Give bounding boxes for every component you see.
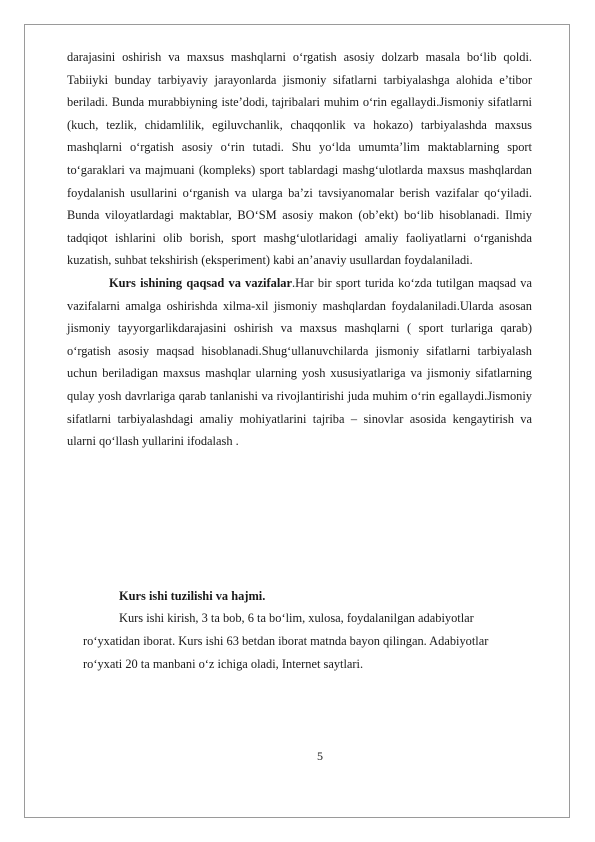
- paragraph-1: darajasini oshirish va maxsus mashqlarni o‘rgatish asosiy dolzarb masala bo‘lib qoldi. Tabiiyki bunday tarbiyaviy jarayonlarda jismoniy sifatlarni tarbiyalashga alohida e’tibor beriladi. Bunda murabbiyning iste’dodi, tajribalari muhim o‘rin egallaydi.Jismoniy sifatlarni (kuch, tezlik, chidamlilik, egiluvchanlik, chaqqonlik va hokazo) tarbiyalashda maxsus mashqlarni o‘rgatish asosiy o‘rin tutadi. Shu yo‘lda umumta’lim maktablarning sport to‘garaklari va majmuani (kompleks) sport tablardagi mashg‘ulotlarda maxsus mashqlardan foydalanish usullarini o‘rganish va ularga ba’zi tavsiyanomalar berish vazifalar qo‘yiladi. Bunda viloyatlardagi maktablar, BO‘SM asosiy makon (ob’ekt) bo‘lib hisoblanadi. Ilmiy tadqiqot ishlarini olib borish, sport mashg‘ulotlaridagi amaliy faoliyatlarni o‘rganishda kuzatish, suhbat tekshirish (eksperiment) kabi an’anaviy usullardan foydalaniladi.: [67, 50, 532, 268]
- structure-line-1: Kurs ishi kirish, 3 ta bob, 6 ta bo‘lim, xulosa, foydalanilgan adabiyotlar: [119, 611, 474, 625]
- paragraph-2: [67, 272, 532, 453]
- purpose-lead: Kurs ishining qaqsad va vazifalar: [109, 275, 292, 290]
- section-heading: Kurs ishi tuzilishi va hajmi.: [119, 589, 266, 603]
- body-text: [67, 46, 532, 453]
- structure-line-2: ro‘yxatidan iborat. Kurs ishi 63 betdan iborat matnda bayon qilingan. Adabiyotlar: [83, 634, 489, 648]
- page-number: 5: [317, 749, 323, 763]
- structure-line-3: ro‘yxati 20 ta manbani o‘z ichiga oladi, Internet saytlari.: [83, 657, 364, 671]
- structure-text: [83, 607, 548, 676]
- purpose-text: .Har bir sport turida ko‘zda tutilgan maqsad va vazifalarni amalga oshirishda xilma-xil jismoniy mashqlardan foydalaniladi.Ularda asosan jismoniy tayyorgarlikdarajasini oshirish va maxsus mashqlarni ( sport turlariga qarab) o‘rgatish asosiy maqsad hisoblanadi.Shug‘ullanuvchilarda jismoniy sifatlarni tarbiyalash uchun beriladigan maxsus mashqlar ularning yosh xususiyatlariga va jismoniy sifatlarning qulay yosh davrlariga qarab tanlanishi va rivojlantirishi juda muhim o‘rin egallaydi.Jismoniy sifatlarni tarbiyalashdagi amaliy mohiyatlarini tajriba – sinovlar asosida kengaytirish va ularni qo‘llash yullarini ifodalash .: [67, 275, 532, 449]
